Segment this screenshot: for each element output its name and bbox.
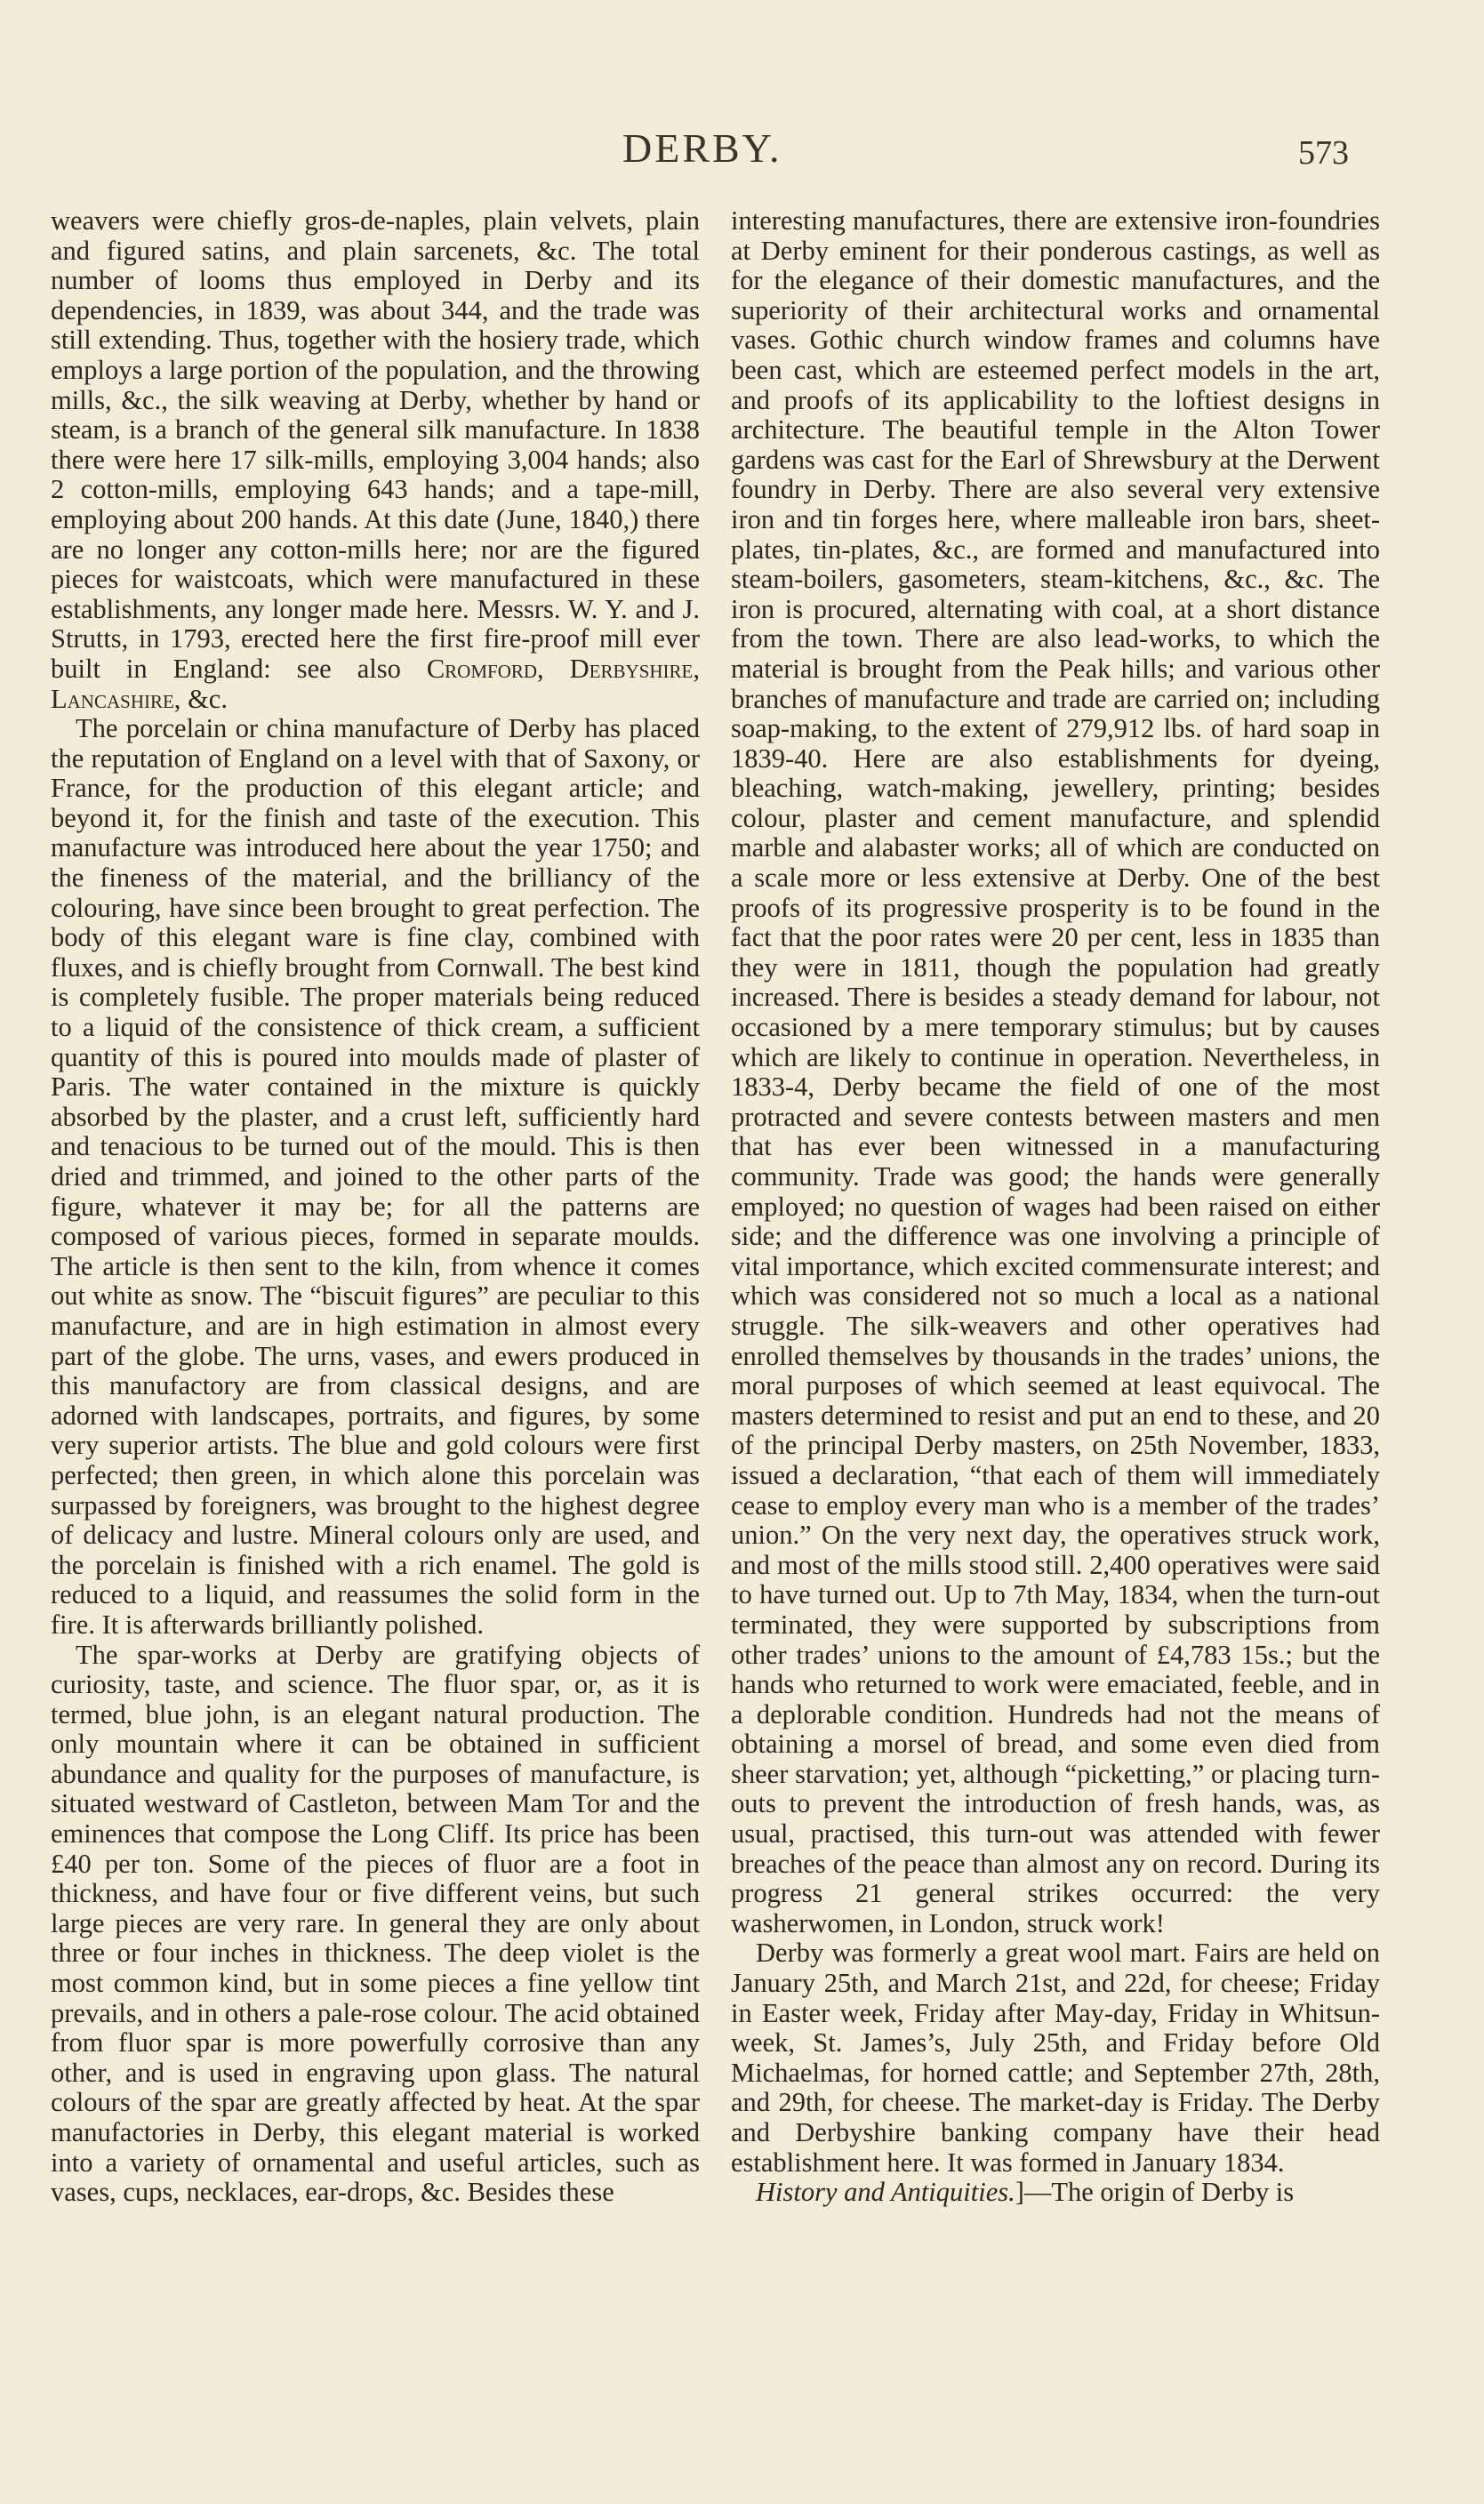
cross-references: Cromford, Derbyshire, Lancashire, <box>51 653 700 714</box>
paragraph-fairs: Derby was formerly a great wool mart. Fairs are held on January 25th, and March 21st, and 22d, for cheese; Friday in Easter week, Friday after May-day, Friday in Whitsun-week, St. James’s, July 25th, and Friday before Old Michaelmas, for horned cattle; and September 27th, 28th, and 29th, for cheese. The market-day is Friday. The Derby and Derbyshire banking company have their head establishment here. It was formed in January 1834. <box>731 1938 1380 2178</box>
paragraph-spar-works: The spar-works at Derby are gratifying objects of curiosity, taste, and science. The fluor spar, or, as it is termed, blue john, is an elegant natural production. The only mountain where it can be obtained in sufficient abundance and quality for the purposes of manufacture, is situated westward of Castleton, between Mam Tor and the eminences that compose the Long Cliff. Its price has been £40 per ton. Some of the pieces of fluor are a foot in thickness, and have four or five different veins, but such large pieces are very rare. In general they are only about three or four inches in thickness. The deep violet is the most common kind, but in some pieces a fine yellow tint prevails, and in others a pale-rose colour. The acid obtained from fluor spar is more powerfully corrosive than any other, and is used in engraving upon glass. The natural colours of the spar are greatly affected by heat. At the spar manufactories in Derby, this elegant material is worked into a variety of ornamental and useful articles, such as vases, cups, necklaces, ear-drops, &c. Besides these <box>51 1639 700 2208</box>
paragraph-text: weavers were chiefly gros-de-naples, plain velvets, plain and figured satins, and plain sarcenets, &c. The total number of looms thus employed in Derby and its dependencies, in 1839, was about 344, and the trade was still extending. Thus, together with the hosiery trade, which employs a large portion of the population, and the throwing mills, &c., the silk weaving at Derby, whether by hand or steam, is a branch of the general silk manufacture. In 1838 there were here 17 silk-mills, employing 3,004 hands; also 2 cotton-mills, employing 643 hands; and a tape-mill, employing about 200 hands. At this date (June, 1840,) there are no longer any cotton-mills here; nor are the figured pieces for waistcoats, which were manufactured in these establishments, any longer made here. Messrs. W. Y. and J. Strutts, in 1793, erected here the first fire-proof mill ever built in England: see also <box>51 205 700 684</box>
page-number: 573 <box>1298 134 1349 172</box>
running-head: DERBY. <box>622 125 782 171</box>
paragraph-iron-foundries: interesting manufactures, there are extensive iron-foundries at Derby eminent for their ponderous castings, as well as for the elegance of their domestic manufactures, and the superiority of their architectural works and ornamental vases. Gothic church window frames and columns have been cast, which are esteemed perfect models in the art, and proofs of its applicability to the loftiest designs in architecture. The beautiful temple in the Alton Tower gardens was cast for the Earl of Shrewsbury at the Derwent foundry in Derby. There are also several very extensive iron and tin forges here, where malleable iron bars, sheet-plates, tin-plates, &c., are formed and manufactured into steam-boilers, gasometers, steam-kitchens, &c., &c. The iron is procured, alternating with coal, at a short distance from the town. There are also lead-works, to which the material is brought from the Peak hills; and various other branches of manufacture and trade are carried on; including soap-making, to the extent of 279,912 lbs. of hard soap in 1839-40. Here are also establishments for dyeing, bleaching, watch-making, jewellery, printing; besides colour, plaster and cement manufacture, and splendid marble and alabaster works; all of which are conducted on a scale more or less extensive at Derby. One of the best proofs of its progressive prosperity is to be found in the fact that the poor rates were 20 per cent, less in 1835 than they were in 1811, though the population had greatly increased. There is besides a steady demand for labour, not occasioned by a mere temporary stimulus; but by causes which are likely to continue in operation. Nevertheless, in 1833-4, Derby became the field of one of the most protracted and severe contests between masters and men that has ever been witnessed in a manufacturing community. Trade was good; the hands were generally employed; no question of wages had been raised on either side; and the difference was one involving a principle of vital importance, which excited commensurate interest; and which was considered not so much a local as a national struggle. The silk-weavers and other operatives had enrolled themselves by thousands in the trades’ unions, the moral purposes of which seemed at least equivocal. The masters determined to resist and put an end to these, and 20 of the principal Derby masters, on 25th November, 1833, issued a declaration, “that each of them will immediately cease to employ every man who is a member of the trades’ union.” On the very next day, the operatives struck work, and most of the mills stood still. 2,400 operatives were said to have turned out. Up to 7th May, 1834, when the turn-out terminated, they were supported by subscriptions from other trades’ unions to the amount of £4,783 15s.; but the hands who returned to work were emaciated, feeble, and in a deplorable condition. Hundreds had not the means of obtaining a morsel of bread, and some even died from sheer starvation; yet, although “picketting,” or placing turn-outs to prevent the introduction of fresh hands, was, as usual, practised, this turn-out was attended with fewer breaches of the peace than almost any on record. During its progress 21 general strikes occurred: the very washerwomen, in London, struck work! <box>731 205 1380 1938</box>
right-column <box>731 206 1380 2208</box>
paragraph-silk-trade <box>51 206 700 714</box>
section-heading: History and Antiquities. <box>756 2177 1015 2208</box>
paragraph-history <box>731 2178 1380 2208</box>
left-column <box>51 206 700 2208</box>
paragraph-porcelain: The porcelain or china manufacture of Derby has placed the reputation of England on a level with that of Saxony, or France, for the production of this elegant article; and beyond it, for the finish and taste of the execution. This manufacture was introduced here about the year 1750; and the fineness of the material, and the brilliancy of the colouring, have since been brought to great perfection. The body of this elegant ware is fine clay, combined with fluxes, and is chiefly brought from Cornwall. The best kind is completely fusible. The proper materials being reduced to a liquid of the consistence of thick cream, a sufficient quantity of this is poured into moulds made of plaster of Paris. The water contained in the mixture is quickly absorbed by the plaster, and a crust left, sufficiently hard and tenacious to be turned out of the mould. This is then dried and trimmed, and joined to the other parts of the figure, whatever it may be; for all the patterns are composed of various pieces, formed in separate moulds. The article is then sent to the kiln, from whence it comes out white as snow. The “biscuit figures” are peculiar to this manufacture, and are in high estimation in almost every part of the globe. The urns, vases, and ewers produced in this manufactory are from classical designs, and are adorned with landscapes, portraits, and figures, by some very superior artists. The blue and gold colours were first perfected; then green, in which alone this porcelain was surpassed by foreigners, was brought to the highest degree of delicacy and lustre. Mineral colours only are used, and the porcelain is finished with a rich enamel. The gold is reduced to a liquid, and reassumes the solid form in the fire. It is afterwards brilliantly polished. <box>51 713 700 1640</box>
paragraph-end: &c. <box>188 683 228 714</box>
paragraph-text: ]—The origin of Derby is <box>1015 2177 1295 2208</box>
